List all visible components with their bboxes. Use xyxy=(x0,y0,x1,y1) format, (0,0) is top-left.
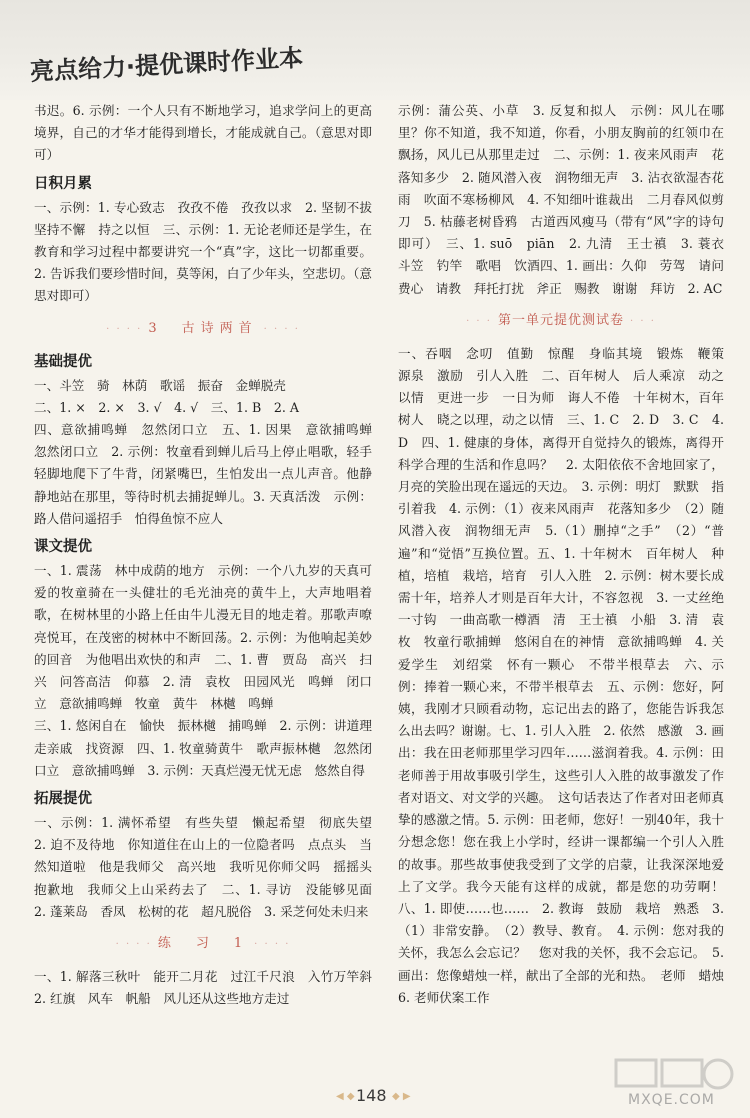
unit-test-title-text: 第一单元提优测试卷 xyxy=(497,312,624,328)
divider-ornament: · · · · xyxy=(115,939,152,951)
left-column xyxy=(34,100,385,1011)
page-number: 148 xyxy=(356,1086,387,1105)
page-number-ornament-right: ◆ ▶ xyxy=(392,1091,411,1102)
exercise-title xyxy=(34,933,372,956)
answer-paragraph: 示例：蒲公英、小草 3. 反复和拟人 示例：风儿在哪里？你不知道，我不知道，你看，小朋友胸前的红领巾在飘扬，风儿已从那里走过 二、示例：1. 夜来风雨声 花落知多少 2. 随风潜入夜 润物细无声 3. 沾衣欲湿杏花雨 吹面不寒杨柳风 4. 不知细叶谁裁出 二月春风似剪刀 5. 枯藤老树昏鸦 古道西风瘦马（带有“风”字的诗句即可） 三、1. suō piān 2. 九清 王士禛 3. 蓑衣 斗笠 钓竿 歌唱 饮酒四、1. 画出：久仰 劳驾 请问 费心 请教 拜托打扰 斧正 赐教 谢谢 拜访 2. AC xyxy=(398,103,737,296)
section-heading-rijiyuelei: 日积月累 xyxy=(34,175,92,192)
answer-paragraph: 一、示例：1. 专心致志 孜孜不倦 孜孜以求 2. 坚韧不拔 坚持不懈 持之以恒 三、示例：1. 无论老师还是学生，在教育和学习过程中都要讲究一个“真”字，这比一切都重要。2. 告诉我们要珍惜时间，莫等闲，白了少年头，空悲切。（意思对即可） xyxy=(34,199,385,304)
answer-paragraph: 一、1. 解落三秋叶 能开二月花 过江千尺浪 入竹万竿斜 2. 红旗 风车 帆船 风儿还从这些地方走过 xyxy=(34,969,385,1007)
unit-test-title xyxy=(398,310,724,333)
lesson-title xyxy=(34,318,372,341)
lesson-title-text: 3 古诗两首 xyxy=(148,320,258,336)
exercise-title-text: 练 习 1 xyxy=(157,936,249,952)
divider-ornament: · · · · xyxy=(106,323,143,335)
answer-paragraph: 一、1. 震荡 林中成荫的地方 示例：一个八九岁的天真可爱的牧童骑在一头健壮的毛光油亮的黄牛上，大声地唱着歌，在树林里的小路上任由牛儿漫无目的地走着。那歌声嘹亮悦耳，在茂密的树林中不断回荡。2. 示例：为他响起美妙的回音 为他唱出欢快的和声 二、1. 曹 贾岛 高兴 扫兴 问答高洁 仰慕 2. 清 袁枚 田园风光 鸣蝉 闭口立 意欲捕鸣蝉 牧童 黄牛 林樾 鸣蝉 三、1. 悠闲自在 愉快 振林樾 捕鸣蝉 2. 示例：讲道理 走亲戚 找资源 四、1. 牧童骑黄牛 歌声振林樾 忽然闭口立 意欲捕鸣蝉 3. 示例：天真烂漫无忧无虑 悠然自得 xyxy=(34,563,372,778)
divider-ornament: · · · xyxy=(466,315,492,327)
book-title: 亮点给力·提优课时作业本 xyxy=(29,43,304,86)
answer-paragraph: 一、斗笠 骑 林荫 歌谣 振奋 金蝉脱壳 二、1. × 2. × 3. √ 4. √ 三、1. B 2. A 四、意欲捕鸣蝉 忽然闭口立 五、1. 因果 意欲捕鸣蝉 忽然闭口立 2. 示例：牧童看到蝉儿后马上停止唱歌，轻手轻脚地爬下了牛背，闭紧嘴巴，生怕发出一点儿声音。他静静地站在那里，等待时机去捕捉蝉儿。3. 天真活泼 示例：路人借问遥招手 怕得鱼惊不应人 xyxy=(34,377,372,526)
section-heading-kewen: 课文提优 xyxy=(34,539,92,556)
section-heading-jichu: 基础提优 xyxy=(34,353,92,370)
answer-paragraph: 书迟。6. 示例：一个人只有不断地学习，追求学问上的更高境界，自己的才华才能得到增长，才能成就自己。（意思对即可） xyxy=(34,103,372,163)
answer-paragraph: 一、吞咽 念叨 值勤 惊醒 身临其境 锻炼 鞭策 源泉 激励 引人入胜 二、百年树人 后人乘凉 动之以情 更进一步 一日为师 诲人不倦 十年树木，百年树人 晓之以理，动之以情 三、1. C 2. D 3. C 4. D 四、1. 健康的身体，离得开自觉持久的锻炼，离得开科学合理的生活和作息吗？ 2. 太阳依依不舍地回家了，月亮的笑脸出现在遥远的天边。 3. 示例：明灯 默默 指引着我 4. 示例：（1）夜来风雨声 花落知多少 （2）随风潜入夜 润物细无声 5.（1）删掉“之手” （2）“普遍”和“觉悟”互换位置。五、1. 十年树木 百年树人 种植，培植 栽培，培育 引人入胜 2. 示例：树木要长成需十年，培养人才则是百年大计，不容忽视 3. 一丈丝绝一寸钩 一曲高歌一樽酒 清 王士禛 小船 3. 清 袁枚 牧童行歌捕蝉 悠闲自在的神情 意欲捕鸣蝉 4. 关爱学生 刘绍棠 怀有一颗心 不带半根草去 六、示例：捧着一颗心来，不带半根草去 五、示例：您好，阿姨，我刚才只顾看动物，忘记出去的路了，您能告诉我怎么出去吗？谢谢。七、1. 引人入胜 2. 依然 感激 3. 画出：我在田老师那里学习四年……滋润着我。4. 示例：田老师善于用故事吸引学生，这些引人入胜的故事激发了作者对语文、对文学的兴趣。 这句话表达了作者对田老师真挚的感激之情。5. 示例：田老师，您好！一别40年，我十分想念您！您在我上小学时，经讲一课都编一个引人入胜的故事。那些故事使我受到了文学的启蒙，让我深深地爱上了文学。我今天能有这样的成就，都是您的功劳啊！八、1. 即使……也…… 2. 教诲 鼓励 栽培 熟悉 3.（1）非常安静。 （2）教导、教育。 4. 示例：您对我的关怀，我怎么会忘记？ 您对我的关怀，我不会忘记。 5. 画出：您像蜡烛一样，献出了全部的光和热。 老师 蜡烛 6. 老师伏案工作 xyxy=(398,345,737,1005)
right-column xyxy=(398,100,737,1009)
page-number-ornament-left: ◀ ◆ xyxy=(336,1091,355,1102)
answer-paragraph: 一、示例：1. 满怀希望 有些失望 懒起希望 彻底失望 2. 迫不及待地 你知道住在山上的一位隐者吗 点点头 当然知道啦 他是我师父 高兴地 我听见你师父吗 摇摇头 抱歉地 我师父上山采药去了 二、1. 寻访 没能够见面 2. 蓬莱岛 香凤 松树的花 超凡脱俗 3. 采芝何处未归来 xyxy=(34,815,385,919)
section-heading-tuozhan: 拓展提优 xyxy=(34,791,92,808)
divider-ornament: · · · xyxy=(630,315,656,327)
divider-ornament: · · · · xyxy=(254,939,291,951)
divider-ornament: · · · · xyxy=(263,323,300,335)
watermark-text: MXQE.COM xyxy=(628,1092,715,1108)
